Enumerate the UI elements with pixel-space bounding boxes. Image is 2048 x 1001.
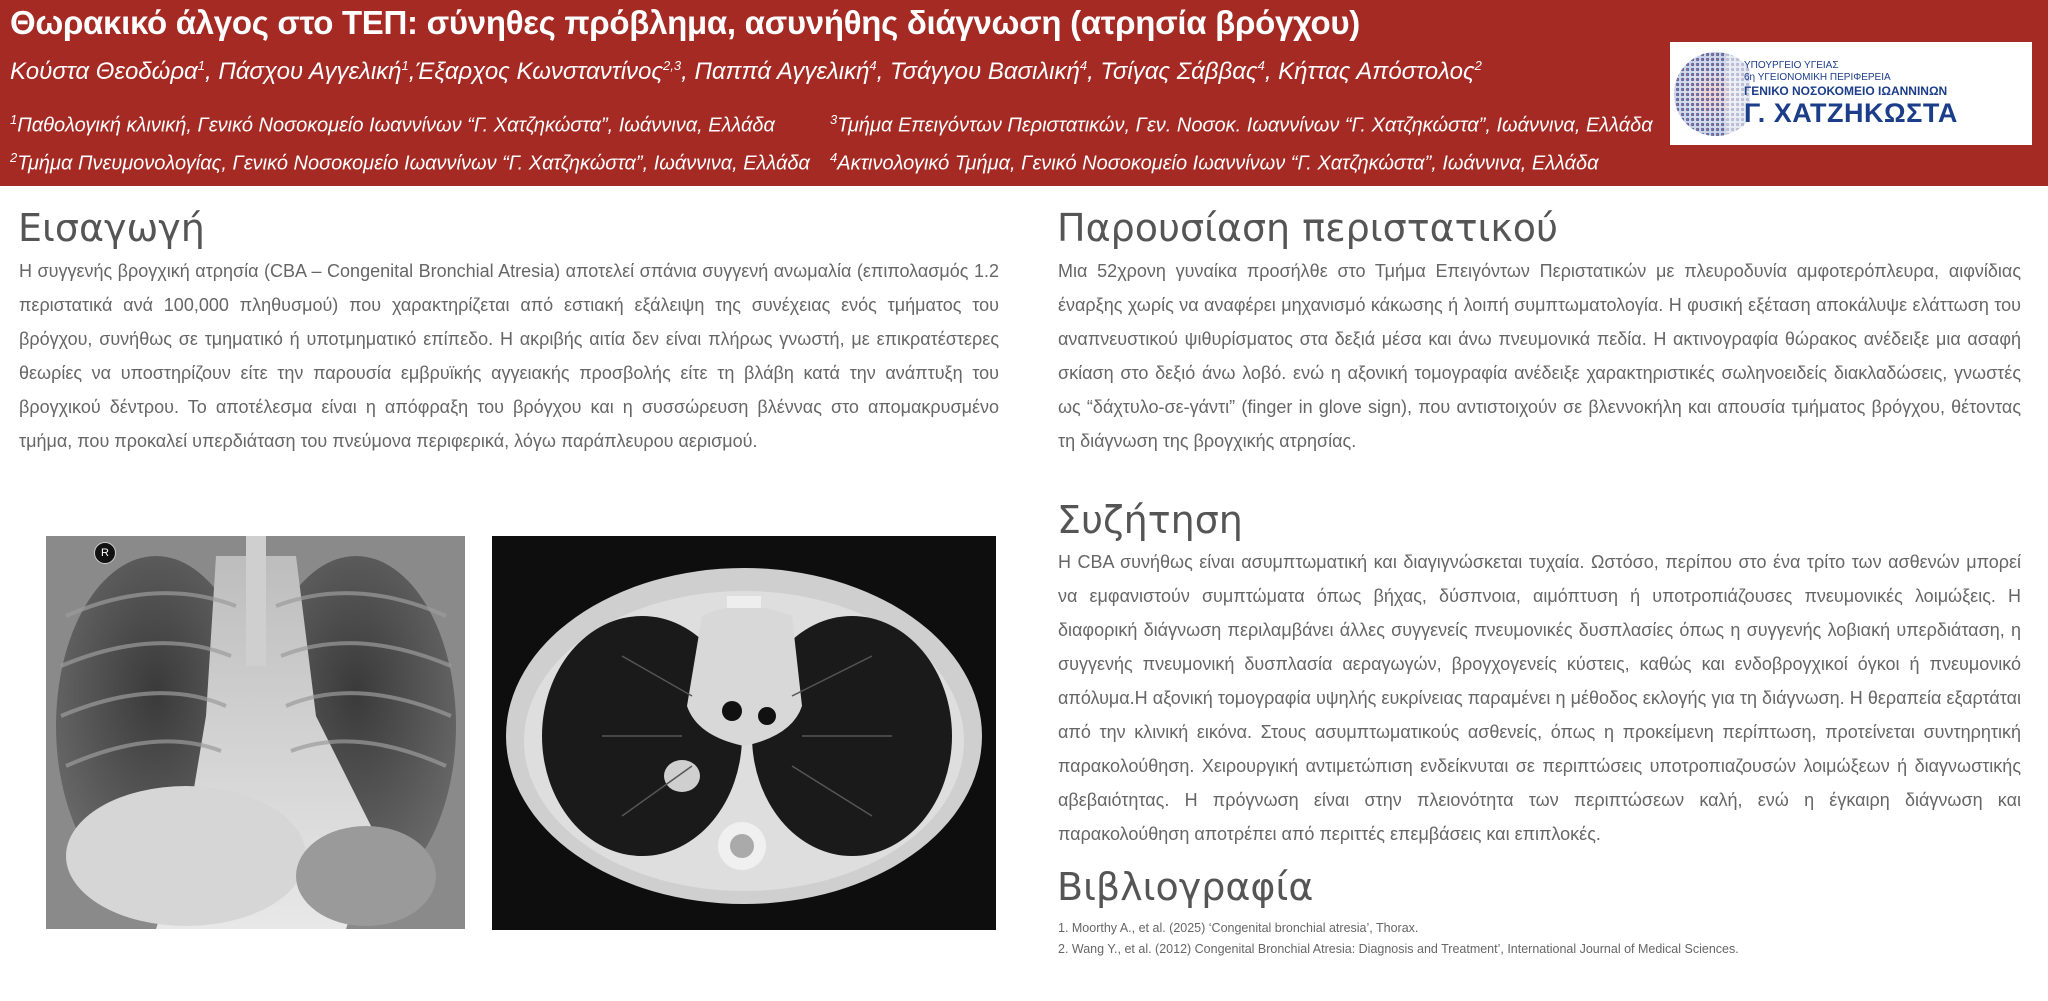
intro-heading: Εισαγωγή	[18, 206, 205, 250]
intro-text: Η συγγενής βρογχική ατρησία (CBA – Congenital Bronchial Atresia) αποτελεί σπάνια συγγενή ανωμαλία (επιπολασμός 1.2 περιστατικά ανά 100,000 πληθυσμού) που χαρακτηρίζεται από εστιακή εξάλειψη της συνέχειας ενός τμήματος του βρόγχου, συνήθως σε τμηματικό ή υποτμηματικό επίπεδο. Η ακριβής αιτία δεν είναι πλήρως γνωστή, με επικρατέστερες θεωρίες να υποστηρίζουν είτε την παρουσία εμβρυϊκής αγγειακής προσβολής είτε τη βλάβη κατά την ανάπτυξη του βρογχικού δέντρου. Το αποτέλεσμα είναι η απόφραξη του βρόγχου και η συσσώρευση βλέννας στο απομακρυσμένο τμήμα, που προκαλεί υπερδιάταση του πνεύμονα περιφερικά, λόγω παράπλευρου αερισμού.	[19, 261, 999, 451]
globe-dots-icon	[1670, 42, 1750, 145]
logo-line-4: Γ. ΧΑΤΖΗΚΩΣΤΑ	[1744, 98, 1958, 128]
reference-item: 1. Moorthy A., et al. (2025) ‘Congenital bronchial atresia’, Thorax.	[1058, 921, 1419, 935]
logo-line-2: 6η ΥΓΕΙΟΝΟΜΙΚΗ ΠΕΡΙΦΕΡΕΙΑ	[1744, 72, 1891, 83]
r-marker: R	[94, 542, 116, 564]
discussion-heading: Συζήτηση	[1057, 498, 1243, 542]
references-heading: Βιβλιογραφία	[1057, 865, 1314, 909]
affiliation-4: $^4$Ακτινολογικό Τμήμα, Γενικό Νοσοκομείο Ιωαννίνων “Γ. Χατζηκώστα”, Ιωάννινα, Ελλάδα	[830, 150, 1599, 175]
chest-xray-image	[46, 536, 465, 929]
affiliation-2: $^2$Τμήμα Πνευμονολογίας, Γενικό Νοσοκομείο Ιωαννίνων “Γ. Χατζηκώστα”, Ιωάννινα, Ελλάδα	[10, 150, 810, 175]
author-list	[10, 58, 1482, 86]
reference-list	[1058, 918, 1739, 960]
hospital-logo	[1670, 42, 2032, 145]
author: Τσάγγου Βασιλική$^4$,	[890, 58, 1101, 85]
reference-item: 2. Wang Y., et al. (2012) Congenital Bronchial Atresia: Diagnosis and Treatment’, International Journal of Medical Sciences.	[1058, 942, 1739, 956]
author: Έξαρχος Κωνσταντίνος$^{2,3}$,	[415, 58, 695, 85]
affiliation-3: $^3$Τμήμα Επειγόντων Περιστατικών, Γεν. Νοσοκ. Ιωαννίνων “Γ. Χατζηκώστα”, Ιωάννινα, Ελλάδα	[830, 112, 1653, 137]
discussion-text: Η CBA συνήθως είναι ασυμπτωματική και διαγιγνώσκεται τυχαία. Ωστόσο, περίπου στο ένα τρίτο των ασθενών μπορεί να εμφανιστούν συμπτώματα όπως βήχας, δύσπνοια, αιμόπτυση ή υποτροπιάζουσες πνευμονικές λοιμώξεις. Η διαφορική διάγνωση περιλαμβάνει άλλες συγγενείς πνευμονικές δυσπλασίες όπως η συγγενής λοβιακή υπερδιάταση, η συγγενής πνευμονική δυσπλασία αεραγωγών, βρογχογενείς κύστεις, καθώς και ενδοβρογχικοί όγκοι ή πνευμονικό απόλυμα.Η αξονική τομογραφία υψηλής ευκρίνειας παραμένει η μέθοδος εκλογής για τη διάγνωση. Η θεραπεία εξαρτάται από την κλινική εικόνα. Στους ασυμπτωματικούς ασθενείς, όπως η προκείμενη περίπτωση, προτείνεται συντηρητική παρακολούθηση. Χειρουργική αντιμετώπιση ενδείκνυται σε περιπτώσεις υποτροπιαζουσών λοιμώξεων ή διαγνωστικής αβεβαιότητας. Η πρόγνωση είναι στην πλειονότητα των περιπτώσεων καλή, ενώ η έγκαιρη διάγνωση και παρακολούθηση αποτρέπει από περιττές επεμβάσεις και επιπλοκές.	[1058, 552, 2021, 844]
author: Τσίγας Σάββας$^4$,	[1100, 58, 1279, 85]
case-text: Μια 52χρονη γυναίκα προσήλθε στο Τμήμα Επειγόντων Περιστατικών με πλευροδυνία αμφοτερόπλευρα, αιφνίδιας έναρξης χωρίς να αναφέρει μηχανισμό κάκωσης ή λοιπή συμπτωματολογία. Η φυσική εξέταση αποκάλυψε ελάττωση του αναπνευστικού ψιθυρίσματος στα δεξιά μέσα και άνω πνευμονικά πεδία. Η ακτινογραφία θώρακος ανέδειξε μια ασαφή σκίαση στο δεξιό άνω λοβό. ενώ η αξονική τομογραφία ανέδειξε χαρακτηριστικές σωληνοειδείς διακλαδώσεις, γνωστές ως “δάχτυλο-σε-γάντι” (finger in glove sign), που αντιστοιχούν σε βλεννοκήλη και απουσία τμήματος βρόγχου, θέτοντας τη διάγνωση της βρογχικής ατρησίας.	[1058, 261, 2021, 451]
case-heading: Παρουσίαση περιστατικού	[1057, 206, 1558, 250]
chest-ct-image	[492, 536, 996, 930]
logo-line-3: ΓΕΝΙΚΟ ΝΟΣΟΚΟΜΕΙΟ ΙΩΑΝΝΙΝΩΝ	[1744, 84, 1948, 98]
author: Πάσχου Αγγελική$^1$,	[218, 58, 416, 85]
poster-title: Θωρακικό άλγος στο ΤΕΠ: σύνηθες πρόβλημα, ασυνήθης διάγνωση (ατρησία βρόγχου)	[10, 4, 1360, 41]
author: Κήττας Απόστολος$^2$	[1278, 58, 1482, 85]
poster-header	[0, 0, 2048, 186]
affiliation-1: $^1$Παθολογική κλινική, Γενικό Νοσοκομείο Ιωαννίνων “Γ. Χατζηκώστα”, Ιωάννινα, Ελλάδα	[10, 112, 775, 137]
author: Κούστα Θεοδώρα$^1$,	[10, 58, 219, 85]
logo-line-1: ΥΠΟΥΡΓΕΙΟ ΥΓΕΙΑΣ	[1744, 60, 1839, 71]
author: Παππά Αγγελική$^4$,	[694, 58, 890, 85]
